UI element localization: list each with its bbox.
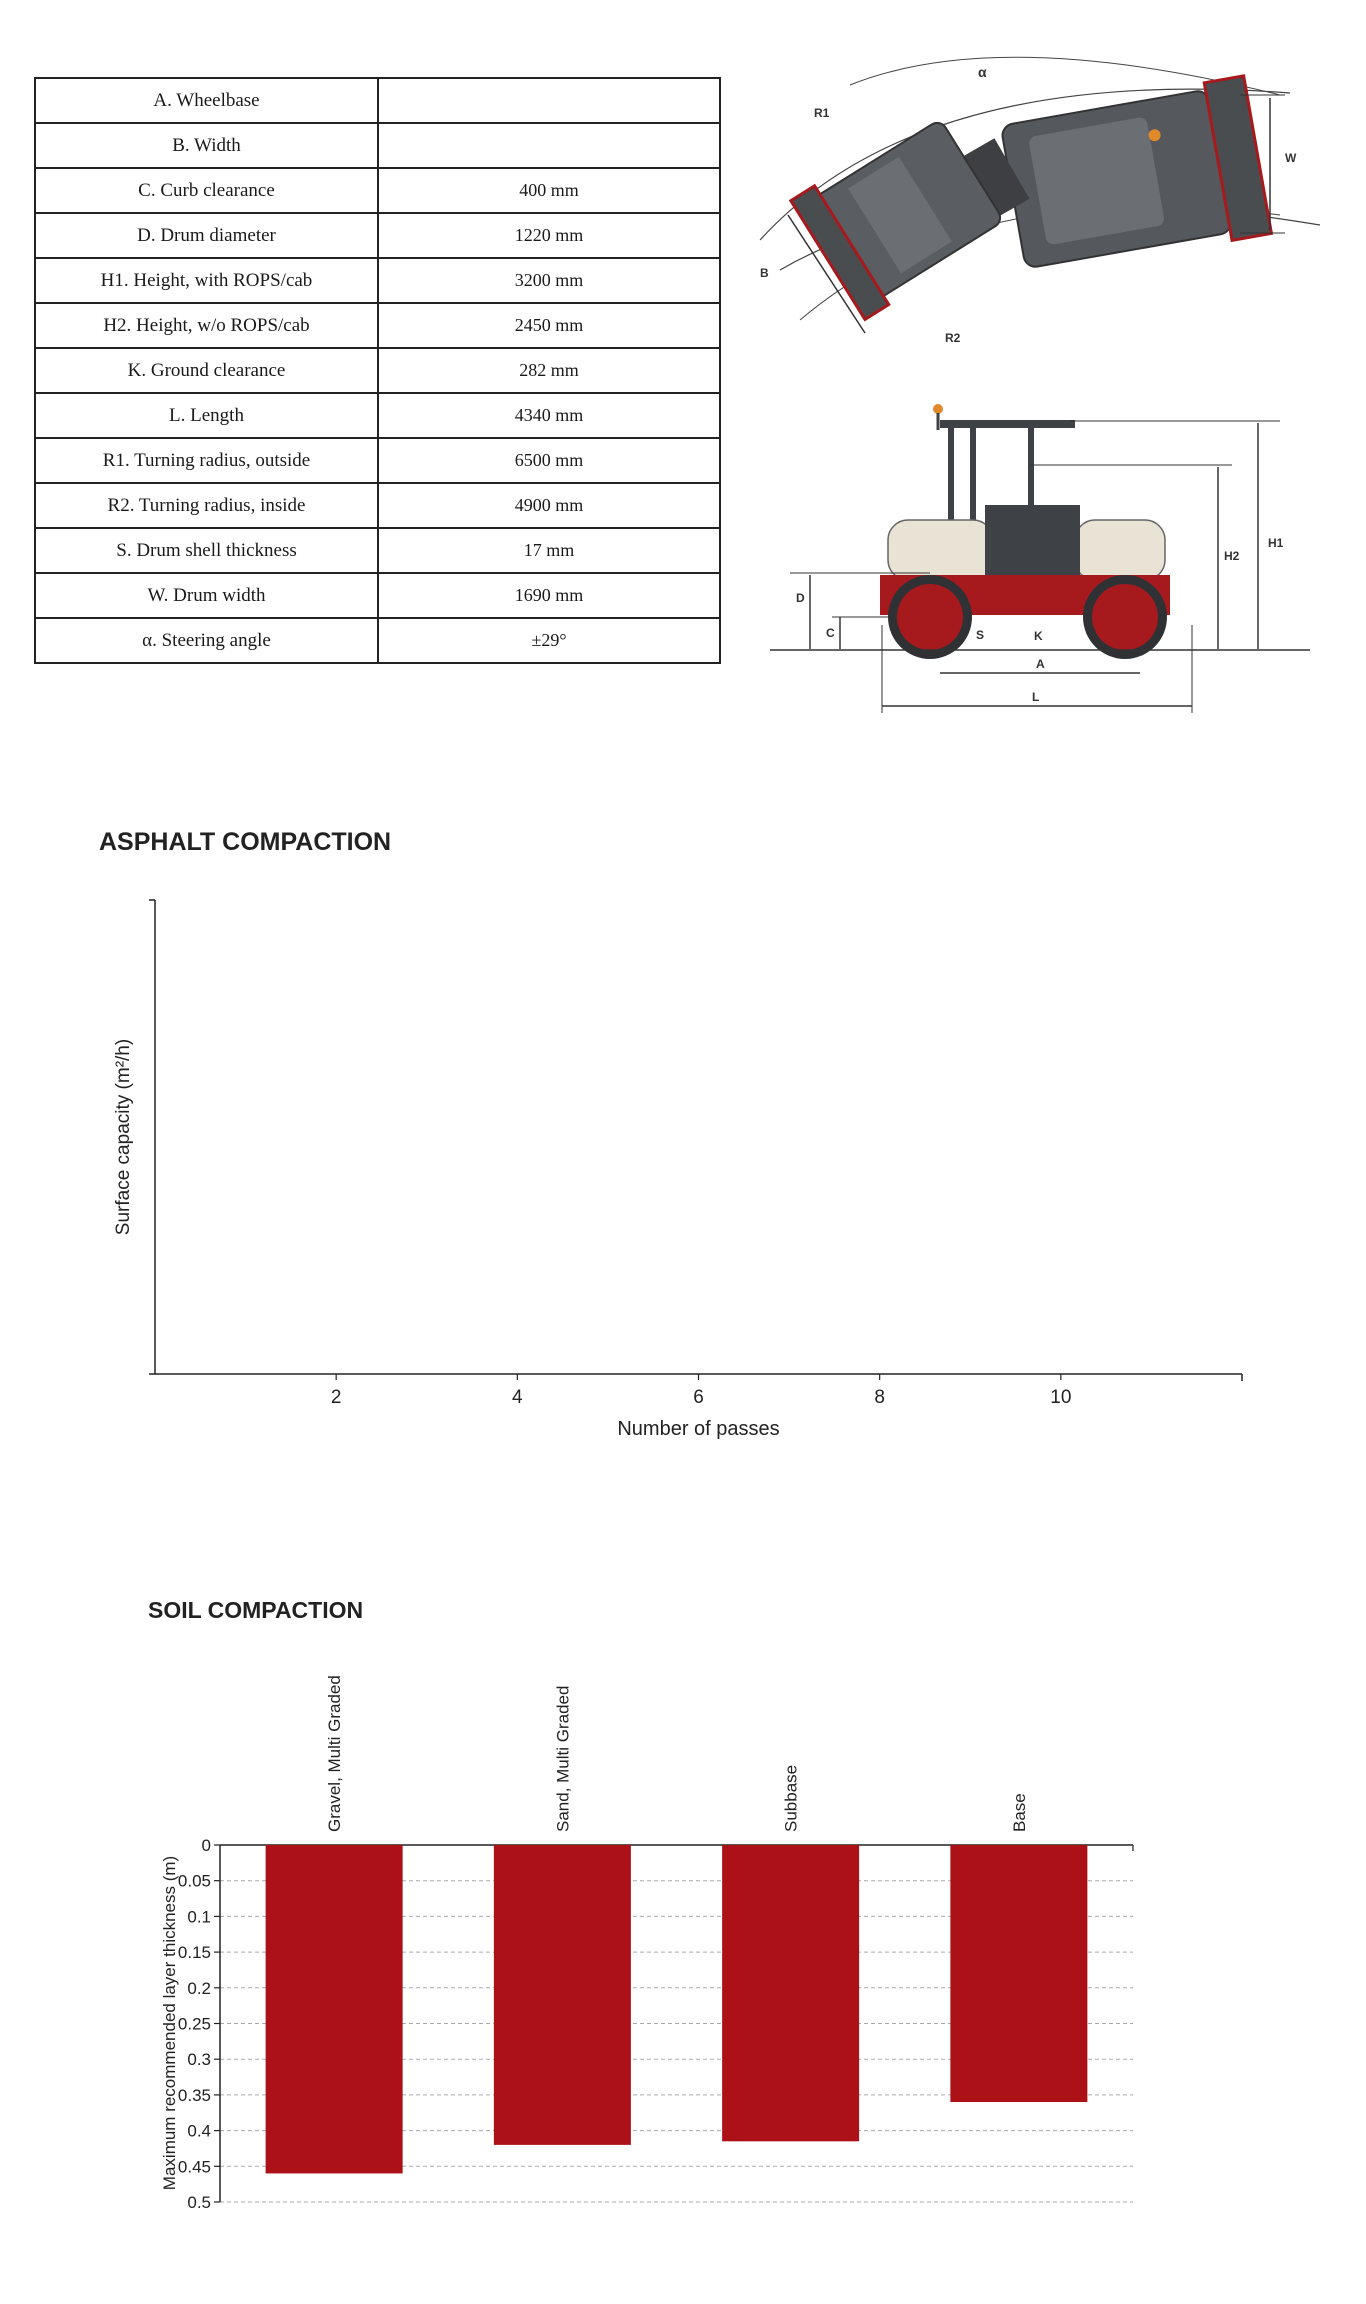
x-axis-label: Number of passes <box>617 1418 780 1440</box>
bar <box>266 1845 403 2173</box>
dim-label-w: W <box>1285 151 1297 165</box>
spec-row <box>35 348 720 393</box>
spec-table-body <box>35 78 720 663</box>
dim-label-r2: R2 <box>945 331 961 345</box>
spec-label: L. Length <box>35 393 378 438</box>
spec-label: C. Curb clearance <box>35 168 378 213</box>
spec-value: 3200 mm <box>378 258 720 303</box>
y-tick-label: 0.05 <box>177 1871 211 1891</box>
dim-label-alpha: α <box>978 64 987 80</box>
x-tick-label: 10 <box>1050 1387 1072 1408</box>
top-view-drawing <box>720 15 1350 385</box>
dim-label-l: L <box>1032 690 1040 704</box>
dim-label-h2: H2 <box>1224 549 1240 563</box>
spec-row <box>35 258 720 303</box>
y-tick-label: 0.5 <box>187 2193 211 2212</box>
spec-value: 4340 mm <box>378 393 720 438</box>
x-tick-label: 6 <box>693 1387 704 1408</box>
spec-row <box>35 528 720 573</box>
spec-label: W. Drum width <box>35 573 378 618</box>
spec-label: S. Drum shell thickness <box>35 528 378 573</box>
x-tick-label: 4 <box>512 1387 523 1408</box>
y-tick-label: 0.25 <box>177 2014 211 2034</box>
spec-row <box>35 78 720 123</box>
spec-row <box>35 393 720 438</box>
y-tick-label: 0.2 <box>187 1978 211 1998</box>
dim-label-k: K <box>1034 629 1043 643</box>
spec-value <box>378 123 720 168</box>
spec-label: K. Ground clearance <box>35 348 378 393</box>
spec-row <box>35 483 720 528</box>
y-tick-label: 0.4 <box>187 2121 211 2141</box>
spec-table <box>34 77 721 664</box>
category-label: Base <box>1009 1793 1029 1832</box>
bar <box>722 1845 859 2141</box>
spec-value: 400 mm <box>378 168 720 213</box>
y-axis-label: Maximum recommended layer thickness (m) <box>160 1855 179 2191</box>
dim-label-d: D <box>796 591 805 605</box>
spec-value: 2450 mm <box>378 303 720 348</box>
bar <box>494 1845 631 2145</box>
y-tick-label: 0.1 <box>187 1907 211 1927</box>
y-tick-label: 0 <box>201 1836 211 1855</box>
spec-row <box>35 618 720 663</box>
category-label: Sand, Multi Graded <box>553 1685 573 1832</box>
spec-label: D. Drum diameter <box>35 213 378 258</box>
spec-label: A. Wheelbase <box>35 78 378 123</box>
spec-label: H2. Height, w/o ROPS/cab <box>35 303 378 348</box>
spec-row <box>35 303 720 348</box>
spec-value: ±29° <box>378 618 720 663</box>
spec-value: 282 mm <box>378 348 720 393</box>
soil-chart-title: SOIL COMPACTION <box>148 1597 364 1623</box>
category-label: Subbase <box>781 1764 801 1832</box>
y-tick-label: 0.15 <box>177 1943 211 1963</box>
category-label: Gravel, Multi Graded <box>325 1675 345 1832</box>
spec-label: R2. Turning radius, inside <box>35 483 378 528</box>
spec-row <box>35 438 720 483</box>
asphalt-chart <box>0 880 1366 1460</box>
spec-value <box>378 78 720 123</box>
dim-label-h1: H1 <box>1268 536 1284 550</box>
spec-value: 17 mm <box>378 528 720 573</box>
spec-label: R1. Turning radius, outside <box>35 438 378 483</box>
dim-label-s: S <box>976 628 985 642</box>
asphalt-chart-title: ASPHALT COMPACTION <box>99 828 392 856</box>
spec-label: α. Steering angle <box>35 618 378 663</box>
y-tick-label: 0.45 <box>177 2157 211 2177</box>
spec-value: 1690 mm <box>378 573 720 618</box>
spec-label: H1. Height, with ROPS/cab <box>35 258 378 303</box>
soil-chart <box>0 1640 1366 2220</box>
dim-label-r1: R1 <box>814 106 830 120</box>
spec-value: 1220 mm <box>378 213 720 258</box>
bar <box>950 1845 1087 2102</box>
side-view-drawing <box>770 395 1330 715</box>
y-tick-label: 0.35 <box>177 2085 211 2105</box>
spec-row <box>35 213 720 258</box>
x-tick-label: 8 <box>874 1387 885 1408</box>
y-tick-label: 0.3 <box>187 2050 211 2070</box>
y-axis-label: Surface capacity (m²/h) <box>113 1038 134 1236</box>
spec-label: B. Width <box>35 123 378 168</box>
spec-row <box>35 123 720 168</box>
spec-row <box>35 573 720 618</box>
spec-row <box>35 168 720 213</box>
dim-label-c: C <box>826 626 835 640</box>
spec-value: 4900 mm <box>378 483 720 528</box>
x-tick-label: 2 <box>330 1387 342 1408</box>
dim-label-a: A <box>1036 657 1045 671</box>
spec-value: 6500 mm <box>378 438 720 483</box>
dim-label-b: B <box>760 266 769 280</box>
